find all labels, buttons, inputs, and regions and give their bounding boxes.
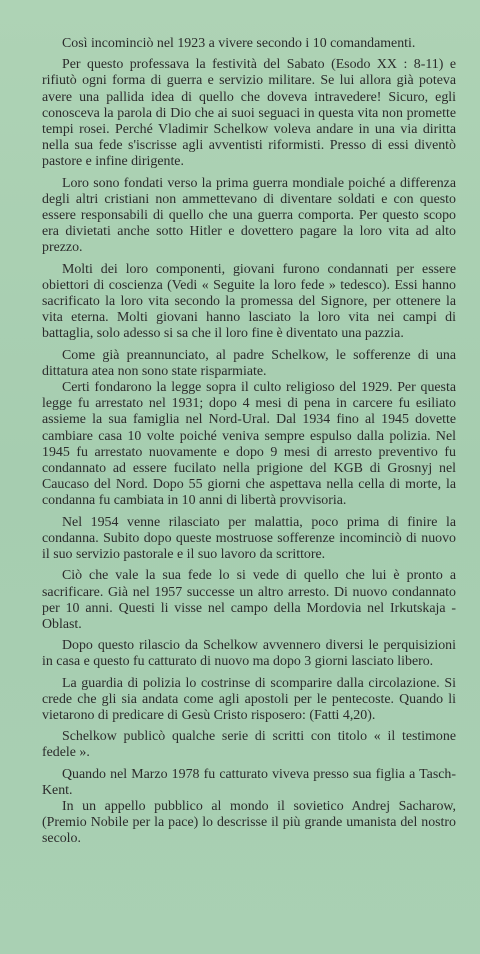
paragraph-1: Così incominciò nel 1923 a vivere secondo i 10 comandamenti. [62, 36, 416, 51]
paragraph-9: Dopo questo rilascio da Schelkow avvennero diversi le perquisizioni in casa e questo fu catturato di nuovo ma dopo 3 giorni lasciato libero. [42, 638, 456, 670]
paragraph-2: Per questo professava la festività del Sabato (Esodo XX : 8-11) e rifiutò ogni forma di guerra e servizio militare. Se lui allora già poteva avere una pallida idea di quello che doveva intravedere! Sicuro, egli conosceva la parola di Dio che ai suoi seguaci in questa vita non promette tempi rosei. Perché Vladimir Schelkow voleva andare in una via diritta nella sua fede s'iscrisse agli avventisti riformisti. Presso di essi diventò pastore e infine dirigente. [42, 57, 456, 170]
paragraph-11: Schelkow publicò qualche serie di scritti con titolo « il testimone fedele ». [42, 729, 456, 761]
paragraph-4: Molti dei loro componenti, giovani furono condannati per essere obiettori di coscienza (Vedi « Seguite la loro fede » tedesco). Essi hanno sacrificato la loro vita secondo la promessa del Signore, per ottenere la vita eterna. Molti giovani hanno lasciato la loro vita nei campi di battaglia, solo adesso si sa che il loro fine è diventato una pazzia. [42, 261, 456, 342]
paragraph-7: Nel 1954 venne rilasciato per malattia, poco prima di finire la condanna. Subito dopo queste mostruose sofferenze incominciò di nuovo il suo servizio pastorale e il suo lavoro da scrittore. [42, 514, 456, 563]
paragraph-8: Ciò che vale la sua fede lo si vede di quello che lui è pronto a sacrificare. Già nel 1957 successe un altro arresto. Di nuovo condannato per 10 anni. Questi li visse nel campo della Mordovia nel Irkutskaja - Oblast. [42, 568, 456, 632]
paragraph-3: Loro sono fondati verso la prima guerra mondiale poiché a differenza degli altri cristiani non ammettevano di diventare soldati e con questo essere responsabili di quello che una guerra comporta. Per questo scopo era divietati anche sotto Hitler e dovettero pagare la loro vita ad alto prezzo. [42, 175, 456, 256]
paragraph-12: Quando nel Marzo 1978 fu catturato viveva presso sua figlia a Tasch-Kent. [42, 766, 456, 798]
paragraph-13: In un appello pubblico al mondo il sovietico Andrej Sacharow, (Premio Nobile per la pace) lo descrisse il più grande umanista del nostro secolo. [42, 798, 456, 847]
paragraph-6: Certi fondarono la legge sopra il culto religioso del 1929. Per questa legge fu arrestato nel 1931; dopo 4 mesi di pena in carcere fu esiliato assieme la sua famiglia nel Nord-Ural. Dal 1934 fino al 1945 dovette cambiare casa 10 volte poiché veniva sempre espulso dalla polizia. Nel 1945 fu arrestato nuovamente e dopo 9 mesi di arresto preventivo fu condannato ad essere fucilato nella prigione del KGB di Grosnyj nel Caucaso del Nord. Dopo 55 giorni che aspettava nella cella di morte, la condanna fu cambiata in 10 anni di libertà provvisoria. [42, 380, 456, 509]
paragraph-10: La guardia di polizia lo costrinse di scomparire dalla circolazione. Si crede che gli sia andata come agli apostoli per le pentecoste. Quando li vietarono di predicare di Gesù Cristo risposero: (Fatti 4,20). [42, 675, 456, 723]
paragraph-5: Come già preannunciato, al padre Schelkow, le sofferenze di una dittatura atea non sono state risparmiate. [42, 347, 456, 379]
document-body [42, 36, 456, 853]
